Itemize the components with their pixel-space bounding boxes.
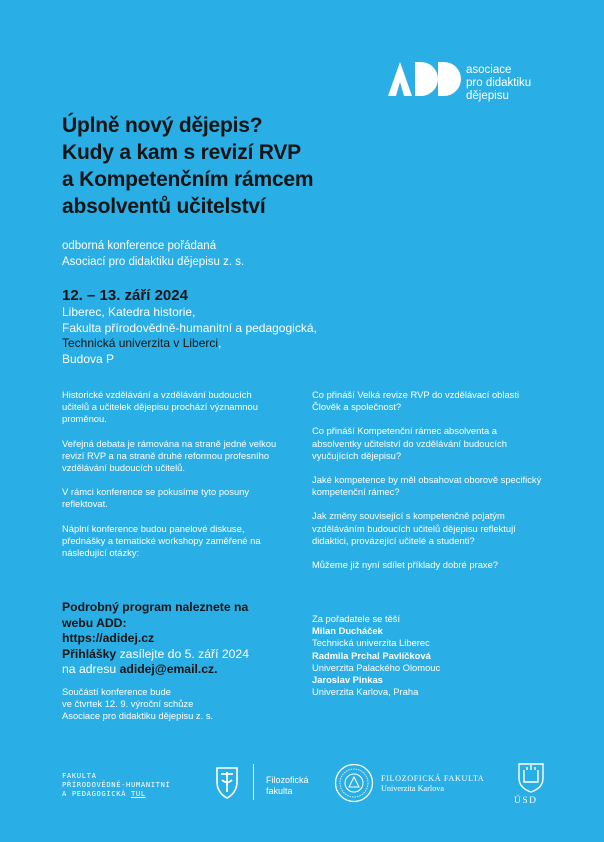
logo-line-1: asociace — [466, 64, 512, 76]
venue — [62, 305, 317, 367]
venue-line-4: Budova P — [62, 351, 115, 366]
email-line — [62, 662, 302, 678]
title-line-4: absolventů učitelství — [62, 195, 266, 218]
organizers — [312, 613, 542, 698]
upol-emblem-icon — [215, 766, 239, 800]
meeting-note — [62, 686, 292, 723]
question-item: Co přináší Velká revize RVP do vzdělávací oblasti Člověk a společnost? — [312, 389, 520, 413]
title-line-3: a Kompetenčním rámcem — [62, 168, 314, 191]
ff-uk-text — [381, 774, 484, 794]
add-logo-mark — [388, 62, 462, 96]
usd-label: ÚSD — [514, 796, 538, 806]
venue-university: Technická univerzita v Liberci — [62, 336, 219, 350]
logo-line-3: dějepisu — [466, 90, 509, 102]
intro-paragraph: Historické vzdělávání a vzdělávání budoucích učitelů a učitelek dějepisu prochází významnou proměnou. — [62, 389, 258, 425]
registration-label: Přihlášky — [62, 646, 117, 661]
program-url-link[interactable]: https://adidej.cz — [62, 631, 155, 645]
fp-line-3-text: A PEDAGOGICKÁ — [62, 789, 127, 798]
email-prefix: na adresu — [62, 662, 120, 676]
program-line-2: webu ADD: — [62, 615, 127, 630]
usd-emblem-icon — [516, 760, 546, 794]
question-item: Můžeme již nyní sdílet příklady dobré praxe? — [312, 559, 499, 571]
question-item: Co přináší Kompetenční rámec absolventa a absolventky učitelství do vzdělávání budoucích vyučujících dějepisu? — [312, 425, 507, 461]
question-item: Jaké kompetence by měl obsahovat oborově specifický kompetenční rámec? — [312, 474, 542, 498]
upol-line-1: Filozofická — [266, 775, 309, 785]
subtitle — [62, 238, 362, 270]
subtitle-line-1: odborná konference pořádaná — [62, 240, 217, 252]
title-line-2: Kudy a kam s revizí RVP — [62, 141, 301, 164]
venue-line-1: Liberec, Katedra historie, — [62, 305, 196, 319]
organizer-org: Univerzita Karlova, Praha — [312, 686, 419, 698]
subtitle-line-2: Asociací pro didaktiku dějepisu z. s. — [62, 256, 245, 268]
add-logo — [388, 62, 578, 102]
program-info — [62, 600, 302, 678]
venue-line-2: Fakulta přírodovědně-humanitní a pedagogická, — [62, 320, 317, 335]
venue-comma: , — [218, 336, 222, 350]
upol-faculty-text — [266, 775, 309, 797]
organizer-name: Milan Ducháček — [312, 625, 383, 637]
intro-paragraph: Veřejná debata je rámována na straně jedné velkou revizí RVP a na straně druhé reformou profesního vzdělávání budoucích učitelů. — [62, 437, 277, 474]
fp-line-3 — [62, 789, 170, 798]
fp-tul-label: TUL — [131, 789, 146, 798]
footer-divider — [253, 764, 254, 800]
note-line: Asociace pro didaktiku dějepisu z. s. — [62, 710, 214, 722]
page-title — [62, 112, 392, 220]
conference-dates: 12. – 13. září 2024 — [62, 287, 188, 304]
upol-line-2: fakulta — [266, 786, 293, 796]
fp-line-1: FAKULTA — [62, 771, 97, 780]
logo-line-2: pro didaktiku — [466, 77, 532, 89]
organizer-name: Radmila Prchal Pavlíčková — [312, 649, 431, 661]
add-logo-text — [466, 64, 531, 103]
intro-column — [62, 389, 277, 571]
ff-line-2: Univerzita Karlova — [381, 784, 444, 793]
questions-column — [312, 389, 542, 583]
intro-paragraph: Náplní konference budou panelové diskuse, přednášky a tematické workshopy zaměřené na následující otázky: — [62, 522, 261, 559]
organizer-org: Univerzita Palackého Olomouc — [312, 661, 441, 673]
email-link[interactable]: adidej@email.cz. — [119, 662, 218, 676]
organizer-org: Technická univerzita Liberec — [312, 637, 430, 649]
note-line: Součástí konference bude — [62, 686, 171, 697]
organizer-name: Jaroslav Pinkas — [312, 674, 383, 686]
registration-line — [62, 647, 302, 663]
charles-university-seal-icon — [334, 763, 374, 803]
question-item: Jak změny související s kompetenčně pojatým vzděláváním budoucích učitelů dějepisu reflektují didaktici, provázející učitelé a studenti? — [312, 510, 516, 546]
note-line: ve čtvrtek 12. 9. výroční schůze — [62, 698, 194, 710]
fp-tul-logo — [62, 771, 170, 798]
intro-paragraph: V rámci konference se pokusíme tyto posuny reflektovat. — [62, 486, 250, 510]
program-line-1: Podrobný program naleznete na — [62, 600, 249, 614]
venue-line-3 — [62, 336, 317, 352]
ff-line-1: FILOZOFICKÁ FAKULTA — [381, 774, 485, 783]
organizers-intro: Za pořadatele se těší — [312, 613, 401, 624]
registration-deadline: zasílejte do 5. září 2024 — [116, 646, 249, 661]
title-line-1: Úplně nový dějepis? — [62, 114, 263, 137]
fp-line-2: PŘÍRODOVĚDNĚ-HUMANITNÍ — [62, 780, 171, 789]
